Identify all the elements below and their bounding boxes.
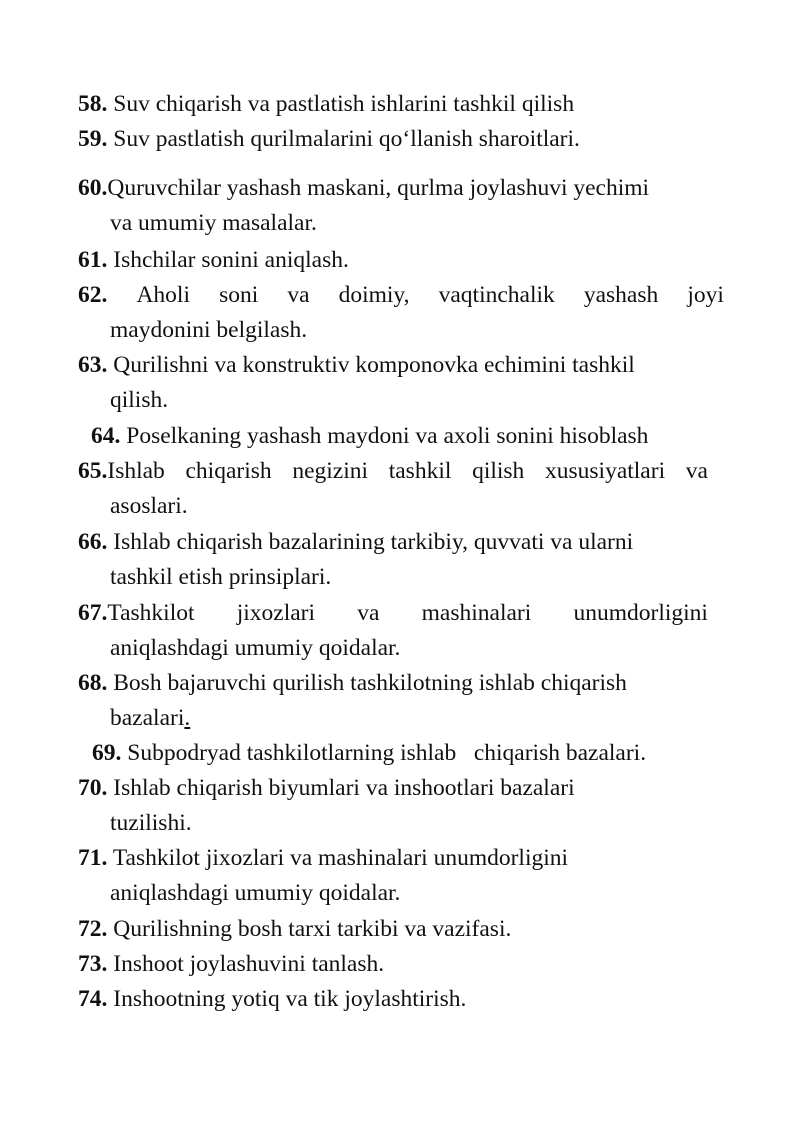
list-item (78, 278, 724, 348)
item-number: 70. (78, 775, 108, 801)
item-text-continued: tashkil etish prinsiplari. (110, 564, 332, 590)
list-item (78, 525, 724, 595)
item-text: Tashkilot jixozlari va mashinalari unumdorligini (107, 845, 569, 871)
list-item (78, 947, 724, 982)
item-number: 67. (78, 600, 108, 626)
item-number: 68. (78, 670, 108, 696)
item-word: joyi (687, 282, 724, 308)
item-text: Bosh bajaruvchi qurilish tashkilotning ishlab chiqarish (107, 670, 627, 696)
list-item (78, 596, 708, 666)
list-item (91, 419, 737, 454)
item-number: 66. (78, 529, 108, 555)
item-number: 61. (78, 247, 108, 273)
item-text: Inshoot joylashuvini tanlash. (107, 951, 385, 977)
item-number: 63. (78, 352, 108, 378)
item-word: chiqarish (185, 458, 272, 484)
item-text: Qurilishning bosh tarxi tarkibi va vazifasi. (107, 916, 512, 942)
item-number: 59. (78, 126, 108, 152)
list-item (78, 771, 724, 841)
item-number: 65. (78, 458, 108, 484)
item-text-continued: asoslari. (110, 493, 188, 519)
item-number: 69. (92, 740, 122, 766)
item-word: tashkil (388, 458, 452, 484)
list-item (78, 841, 724, 911)
item-text: Inshootning yotiq va tik joylashtirish. (107, 986, 467, 1012)
item-word: va (685, 458, 708, 484)
item-word: Aholi (136, 282, 190, 308)
item-number: 60. (78, 175, 108, 201)
item-text: Poselkaning yashash maydoni va axoli sonini hisoblash (120, 423, 649, 449)
item-text: Qurilishni va konstruktiv komponovka echimini tashkil (107, 352, 635, 378)
item-number: 58. (78, 91, 108, 117)
item-text-continued: va umumiy masalalar. (110, 210, 317, 236)
item-word: doimiy, (338, 282, 410, 308)
item-word: va (287, 282, 310, 308)
item-word: unumdorligini (573, 600, 708, 626)
item-text: Ishlab chiqarish bazalarining tarkibiy, quvvati va ularni (107, 529, 634, 555)
item-number: 71. (78, 845, 108, 871)
item-text: Subpodryad tashkilotlarning ishlab chiqarish bazalari. (121, 740, 647, 766)
item-number: 73. (78, 951, 108, 977)
list-item (78, 87, 724, 122)
item-word: negizini (292, 458, 369, 484)
item-number: 74. (78, 986, 108, 1012)
list-item (78, 666, 724, 736)
item-word: va (357, 600, 380, 626)
list-item (78, 243, 724, 278)
item-text: Ishchilar sonini aniqlash. (107, 247, 349, 273)
list-item (78, 348, 724, 418)
item-text-continued: tuzilishi. (110, 810, 192, 836)
item-text-continued: aniqlashdagi umumiy qoidalar. (110, 880, 401, 906)
item-number: 62. (78, 282, 108, 308)
item-text: Suv chiqarish va pastlatish ishlarini tashkil qilish (107, 91, 575, 117)
list-item (78, 171, 724, 241)
item-text-continued: maydonini belgilash. (110, 317, 308, 343)
item-word: mashinalari (421, 600, 532, 626)
item-word: soni (219, 282, 259, 308)
list-item (78, 982, 724, 1017)
item-word: yashash (583, 282, 659, 308)
item-word: xususiyatlari (545, 458, 666, 484)
item-word: Tashkilot (107, 600, 195, 626)
list-item (78, 122, 724, 157)
item-text: Suv pastlatish qurilmalarini qo‘llanish sharoitlari. (107, 126, 580, 152)
list-item (92, 736, 738, 771)
list-item (78, 454, 708, 524)
item-word: qilish (472, 458, 525, 484)
item-text: Ishlab chiqarish biyumlari va inshootlari bazalari (107, 775, 575, 801)
item-text: Quruvchilar yashash maskani, qurlma joylashuvi yechimi (107, 175, 650, 201)
item-text-continued: bazalari (110, 705, 185, 731)
item-word: jixozlari (236, 600, 316, 626)
item-text-continued: qilish. (110, 387, 169, 413)
item-word: vaqtinchalik (438, 282, 555, 308)
list-item (78, 912, 724, 947)
item-text-continued-tail: . (184, 705, 191, 731)
item-text-continued: aniqlashdagi umumiy qoidalar. (110, 635, 401, 661)
item-number: 64. (91, 423, 121, 449)
item-word: Ishlab (107, 458, 165, 484)
item-number: 72. (78, 916, 108, 942)
